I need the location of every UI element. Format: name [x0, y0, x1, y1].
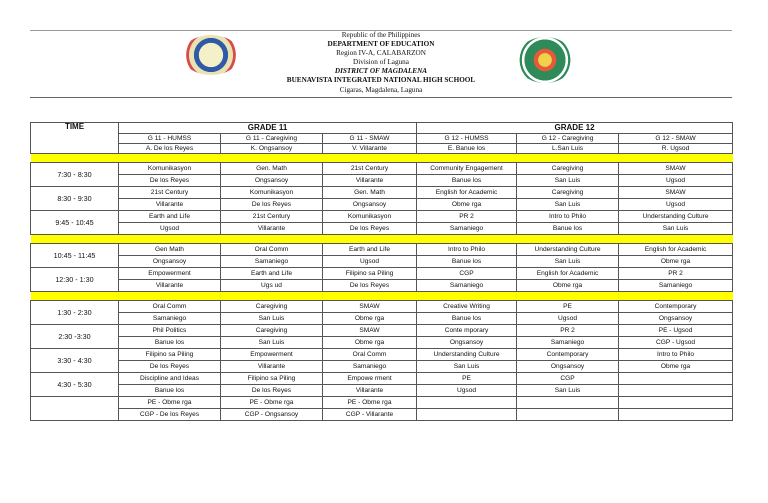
teacher-name: Villarante [221, 360, 322, 372]
class-cell [517, 163, 619, 187]
subject-name: Earth and Life [250, 270, 293, 277]
subject-name: Intro to Philo [448, 246, 486, 253]
schedule-row [31, 244, 733, 268]
class-cell [619, 187, 733, 211]
teacher-name: Villarante [221, 222, 322, 234]
adviser-name: A. De los Reyes [119, 144, 221, 154]
teacher-name: Ugs ud [221, 279, 322, 291]
class-cell [517, 349, 619, 373]
subject-name: Understanding Culture [534, 246, 601, 253]
class-cell [119, 325, 221, 349]
teacher-name: Ongsansoy [619, 312, 732, 324]
subject-name: Contemporary [654, 303, 697, 310]
schedule-row [31, 211, 733, 235]
teacher-name: Obme rga [323, 336, 416, 348]
teacher-name: San Luis [517, 198, 618, 210]
teacher-name: CGP - Ugsod [619, 336, 732, 348]
class-cell [221, 397, 323, 421]
time-slot: 4:30 - 5:30 [31, 373, 119, 397]
teacher-name: Ugsod [619, 174, 732, 186]
class-cell [221, 211, 323, 235]
teacher-name: De los Reyes [119, 174, 220, 186]
class-cell [323, 244, 417, 268]
section-header: G 11 - HUMSS [119, 134, 221, 144]
subject-name: Understanding Culture [433, 351, 500, 358]
teacher-name: De los Reyes [323, 279, 416, 291]
class-cell [619, 301, 733, 325]
adviser-name: V. Villarante [323, 144, 417, 154]
subject-name: Caregiving [551, 165, 584, 172]
subject-name: Earth and Life [148, 213, 191, 220]
adviser-name: L.San Luis [517, 144, 619, 154]
teacher-name: Ugsod [619, 198, 732, 210]
subject-name: English for Academic [644, 246, 707, 253]
teacher-name: San Luis [417, 360, 516, 372]
subject-name: SMAW [665, 189, 686, 196]
grade12-header: GRADE 12 [417, 123, 733, 134]
section-header: G 11 - Caregiving [221, 134, 323, 144]
teacher-name: Banue los [417, 174, 516, 186]
class-cell [323, 325, 417, 349]
teacher-name: Villarante [323, 384, 416, 396]
subject-name: Oral Comm [254, 246, 289, 253]
subject-name: Intro to Philo [657, 351, 695, 358]
teacher-name: Villarante [119, 198, 220, 210]
class-cell [323, 373, 417, 397]
class-cell [221, 244, 323, 268]
header-address: Cigaras, Magdalena, Laguna [339, 86, 423, 94]
subject-name: Earth and Life [348, 246, 391, 253]
class-cell [119, 211, 221, 235]
time-slot: 3:30 - 4:30 [31, 349, 119, 373]
class-cell [517, 211, 619, 235]
teacher-name: CGP - Villarante [323, 408, 416, 420]
class-cell [417, 187, 517, 211]
subject-name: PR 2 [459, 213, 474, 220]
teacher-name: Banue los [417, 312, 516, 324]
section-header: G 12 - HUMSS [417, 134, 517, 144]
schedule-row [31, 325, 733, 349]
header-region: Region IV-A, CALABARZON [336, 49, 426, 57]
time-slot: 2:30 -3:30 [31, 325, 119, 349]
class-cell [221, 163, 323, 187]
class-cell [323, 268, 417, 292]
teacher-name: Banue los [517, 222, 618, 234]
class-cell [221, 325, 323, 349]
class-cell [517, 397, 619, 421]
teacher-name: San Luis [221, 336, 322, 348]
time-slot: 10:45 - 11:45 [31, 244, 119, 268]
class-cell [619, 211, 733, 235]
teacher-name: Ugsod [517, 312, 618, 324]
subject-name: Komunikasyon [249, 189, 294, 196]
subject-name: Conte mporary [444, 327, 489, 334]
class-cell [417, 244, 517, 268]
subject-name: PE - Obme rga [147, 399, 192, 406]
class-cell [119, 373, 221, 397]
subject-name: PE [462, 375, 471, 382]
school-header [30, 30, 732, 98]
teacher-name: Samaniego [417, 279, 516, 291]
time-slot [31, 397, 119, 421]
teacher-name: De los Reyes [119, 360, 220, 372]
grade11-header: GRADE 11 [119, 123, 417, 134]
class-cell [221, 268, 323, 292]
teacher-name [619, 384, 732, 385]
time-slot: 1:30 - 2:30 [31, 301, 119, 325]
class-cell [517, 373, 619, 397]
class-cell [119, 397, 221, 421]
teacher-name: Ongsansoy [323, 198, 416, 210]
class-cell [417, 325, 517, 349]
teacher-name: Banue los [119, 336, 220, 348]
time-header: TIME [31, 123, 119, 154]
subject-name: 21st Century [150, 189, 189, 196]
teacher-name: Samaniego [119, 312, 220, 324]
subject-name: Empowe rment [347, 375, 392, 382]
subject-name: Filipino sa Piling [247, 375, 296, 382]
subject-name: PE [563, 303, 572, 310]
subject-name: CGP [459, 270, 474, 277]
subject-name: SMAW [359, 303, 380, 310]
teacher-name: CGP - Ongsansoy [221, 408, 322, 420]
teacher-name: Obme rga [517, 279, 618, 291]
schedule-row [31, 163, 733, 187]
time-slot: 9:45 - 10:45 [31, 211, 119, 235]
subject-name: Oral Comm [352, 351, 387, 358]
subject-name: Caregiving [255, 303, 288, 310]
class-cell [221, 349, 323, 373]
teacher-name: Ugsod [119, 222, 220, 234]
class-cell [119, 244, 221, 268]
class-cell [417, 373, 517, 397]
teacher-name: San Luis [619, 222, 732, 234]
subject-name: Gen. Math [256, 165, 287, 172]
subject-name: Komunikasyon [347, 213, 392, 220]
time-slot: 7:30 - 8:30 [31, 163, 119, 187]
schedule-row [31, 349, 733, 373]
subject-name: Empowerment [250, 351, 293, 358]
subject-name: English for Academic [435, 189, 498, 196]
teacher-name: San Luis [517, 255, 618, 267]
subject-name: SMAW [359, 327, 380, 334]
teacher-name: Ongsansoy [417, 336, 516, 348]
class-cell [323, 349, 417, 373]
time-slot: 12:30 - 1:30 [31, 268, 119, 292]
teacher-name: San Luis [221, 312, 322, 324]
teacher-name: Obme rga [619, 255, 732, 267]
teacher-name: CGP - De los Reyes [119, 408, 220, 420]
class-cell [619, 325, 733, 349]
header-school: BUENAVISTA INTEGRATED NATIONAL HIGH SCHOOL [286, 76, 476, 84]
teacher-name: Ugsod [323, 255, 416, 267]
subject-name: Caregiving [255, 327, 288, 334]
teacher-name: Ongsansoy [517, 360, 618, 372]
teacher-name [417, 408, 516, 409]
class-cell [619, 244, 733, 268]
subject-name: Gen Math [155, 246, 184, 253]
adviser-name: E. Banue los [417, 144, 517, 154]
subject-name: Empowerment [148, 270, 191, 277]
class-cell [323, 301, 417, 325]
class-cell [323, 187, 417, 211]
break-band [31, 154, 733, 163]
subject-name: CGP [560, 375, 575, 382]
adviser-name: K. Ongsansoy [221, 144, 323, 154]
schedule-row [31, 187, 733, 211]
teacher-name: Obme rga [417, 198, 516, 210]
break-band [31, 292, 733, 301]
subject-name: Community Engagement [430, 165, 503, 172]
class-cell [323, 211, 417, 235]
class-cell [517, 268, 619, 292]
schedule-row [31, 397, 733, 421]
subject-name: Intro to Philo [549, 213, 587, 220]
subject-name: Filipino sa Piling [345, 270, 394, 277]
section-header: G 12 - Caregiving [517, 134, 619, 144]
teacher-name: Ugsod [417, 384, 516, 396]
teacher-name: De los Reyes [221, 384, 322, 396]
subject-name: Phil Politics [152, 327, 187, 334]
header-department: DEPARTMENT OF EDUCATION [327, 40, 435, 48]
class-cell [517, 187, 619, 211]
class-cell [417, 163, 517, 187]
teacher-name: Villarante [323, 174, 416, 186]
teacher-name: San Luis [517, 384, 618, 396]
class-cell [619, 349, 733, 373]
class-cell [517, 325, 619, 349]
teacher-name: Ongsansoy [221, 174, 322, 186]
class-cell [119, 349, 221, 373]
class-cell [119, 187, 221, 211]
subject-name: SMAW [665, 165, 686, 172]
subject-name: Oral Comm [152, 303, 187, 310]
class-cell [619, 163, 733, 187]
class-cell [221, 301, 323, 325]
teacher-name: De los Reyes [221, 198, 322, 210]
section-header: G 12 - SMAW [619, 134, 733, 144]
subject-name: Creative Writing [443, 303, 490, 310]
class-cell [119, 268, 221, 292]
class-cell [517, 244, 619, 268]
subject-name: Caregiving [551, 189, 584, 196]
schedule-row [31, 373, 733, 397]
teacher-name: Banue los [119, 384, 220, 396]
break-band [31, 235, 733, 244]
subject-name: Contemporary [546, 351, 589, 358]
class-cell [417, 268, 517, 292]
teacher-name: Samaniego [417, 222, 516, 234]
section-header: G 11 - SMAW [323, 134, 417, 144]
teacher-name: Samaniego [517, 336, 618, 348]
subject-name: 21st Century [350, 165, 389, 172]
class-schedule-sheet [30, 30, 732, 468]
schedule-table [30, 122, 733, 421]
class-cell [221, 187, 323, 211]
class-cell [417, 349, 517, 373]
class-cell [119, 163, 221, 187]
teacher-name: San Luis [517, 174, 618, 186]
teacher-name: Ongsansoy [119, 255, 220, 267]
teacher-name: Obme rga [323, 312, 416, 324]
teacher-name: De los Reyes [323, 222, 416, 234]
class-cell [323, 397, 417, 421]
subject-name: PR 2 [560, 327, 575, 334]
teacher-name [619, 408, 732, 409]
class-cell [619, 397, 733, 421]
class-cell [417, 397, 517, 421]
class-cell [619, 268, 733, 292]
schedule-row [31, 268, 733, 292]
teacher-name: Villarante [119, 279, 220, 291]
subject-name: PE - Ugsod [658, 327, 693, 334]
subject-name: PR 2 [668, 270, 683, 277]
header-republic: Republic of the Philippines [341, 31, 421, 39]
time-slot: 8:30 - 9:30 [31, 187, 119, 211]
header-division: Division of Laguna [353, 58, 409, 66]
teacher-name [517, 408, 618, 409]
class-cell [619, 373, 733, 397]
subject-name: Komunikasyon [147, 165, 192, 172]
teacher-name: Samaniego [619, 279, 732, 291]
subject-name: PE - Obme rga [249, 399, 294, 406]
header-district: DISTRICT OF MAGDALENA [334, 67, 428, 75]
teacher-name: Banue los [417, 255, 516, 267]
teacher-name: Samaniego [221, 255, 322, 267]
class-cell [119, 301, 221, 325]
adviser-name: R. Ugsod [619, 144, 733, 154]
teacher-name: Samaniego [323, 360, 416, 372]
subject-name: English for Academic [536, 270, 599, 277]
class-cell [417, 301, 517, 325]
subject-name: Gen. Math [354, 189, 385, 196]
class-cell [221, 373, 323, 397]
class-cell [417, 211, 517, 235]
subject-name: 21st Century [252, 213, 291, 220]
subject-name: PE - Obme rga [347, 399, 392, 406]
teacher-name: Obme rga [619, 360, 732, 372]
schedule-row [31, 301, 733, 325]
subject-name: Understanding Culture [642, 213, 709, 220]
class-cell [323, 163, 417, 187]
subject-name: Discipline and Ideas [139, 375, 199, 382]
class-cell [517, 301, 619, 325]
subject-name: Filipino sa Piling [145, 351, 194, 358]
